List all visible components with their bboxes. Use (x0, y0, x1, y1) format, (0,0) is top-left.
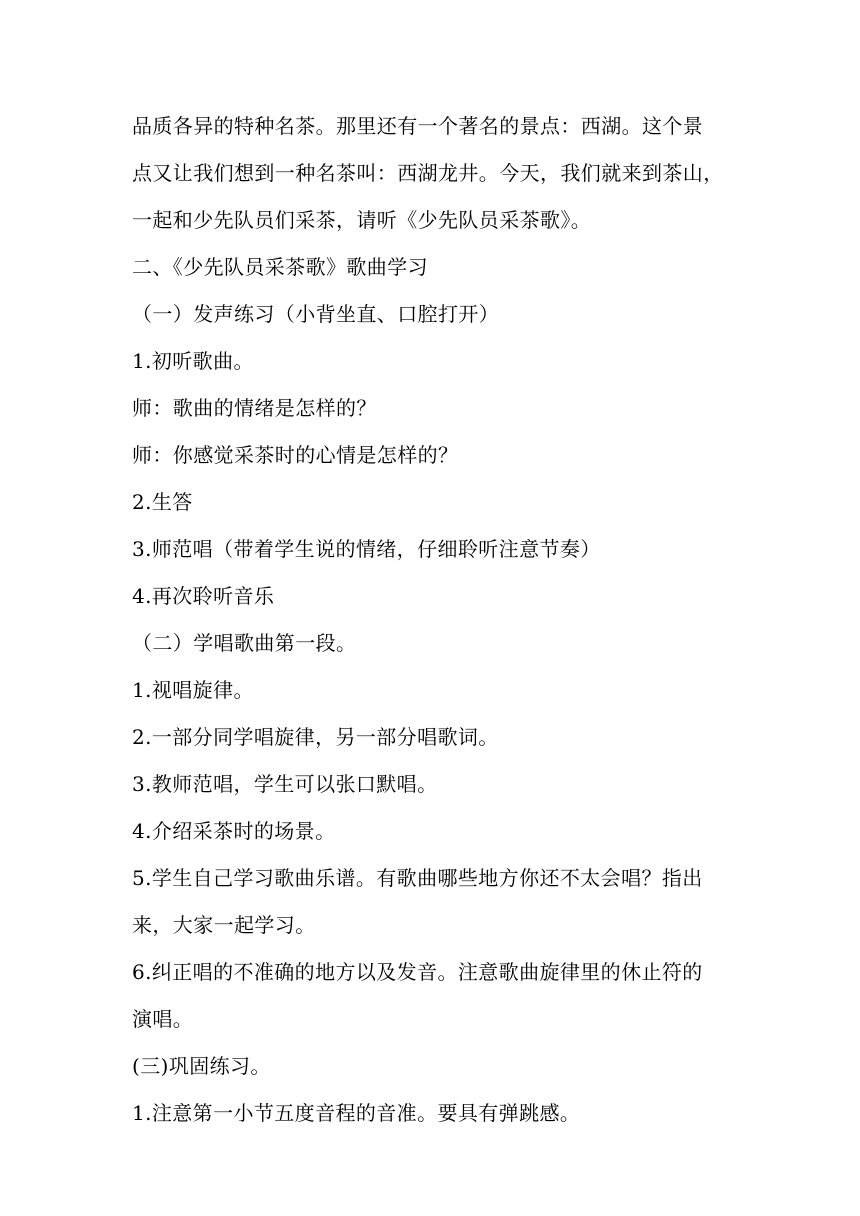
list-item: 6.纠正唱的不准确的地方以及发音。注意歌曲旋律里的休止符的 (132, 960, 703, 984)
list-item: 2.一部分同学唱旋律，另一部分唱歌词。 (132, 725, 499, 749)
text-line: 演唱。 (132, 1007, 194, 1031)
subsection-heading: （二）学唱歌曲第一段。 (132, 631, 357, 655)
list-item: 4.再次聆听音乐 (132, 584, 275, 608)
subsection-heading: （一）发声练习（小背坐直、口腔打开） (132, 302, 500, 326)
list-item: 3.教师范唱，学生可以张口默唱。 (132, 772, 438, 796)
text-line: 师：歌曲的情绪是怎样的？ (132, 396, 377, 420)
list-item: 1.注意第一小节五度音程的音准。要具有弹跳感。 (132, 1101, 581, 1125)
text-line: 点又让我们想到一种名茶叫：西湖龙井。今天，我们就来到茶山， (132, 161, 724, 185)
document-body (132, 103, 732, 1137)
subsection-heading: (三)巩固练习。 (132, 1054, 271, 1078)
list-item: 5.学生自己学习歌曲乐谱。有歌曲哪些地方你还不太会唱？指出 (132, 866, 703, 890)
text-line: 来，大家一起学习。 (132, 913, 316, 937)
list-item: 1.初听歌曲。 (132, 349, 254, 373)
text-line: 一起和少先队员们采茶，请听《少先队员采茶歌》。 (132, 208, 592, 232)
text-line: 品质各异的特种名茶。那里还有一个著名的景点：西湖。这个景 (132, 114, 704, 138)
list-item: 3.师范唱（带着学生说的情绪，仔细聆听注意节奏） (132, 537, 601, 561)
section-heading: 二、《少先队员采茶歌》歌曲学习 (132, 255, 428, 279)
list-item: 2.生答 (132, 490, 193, 514)
text-line: 师：你感觉采茶时的心情是怎样的？ (132, 443, 459, 467)
list-item: 4.介绍采茶时的场景。 (132, 819, 336, 843)
list-item: 1.视唱旋律。 (132, 678, 254, 702)
